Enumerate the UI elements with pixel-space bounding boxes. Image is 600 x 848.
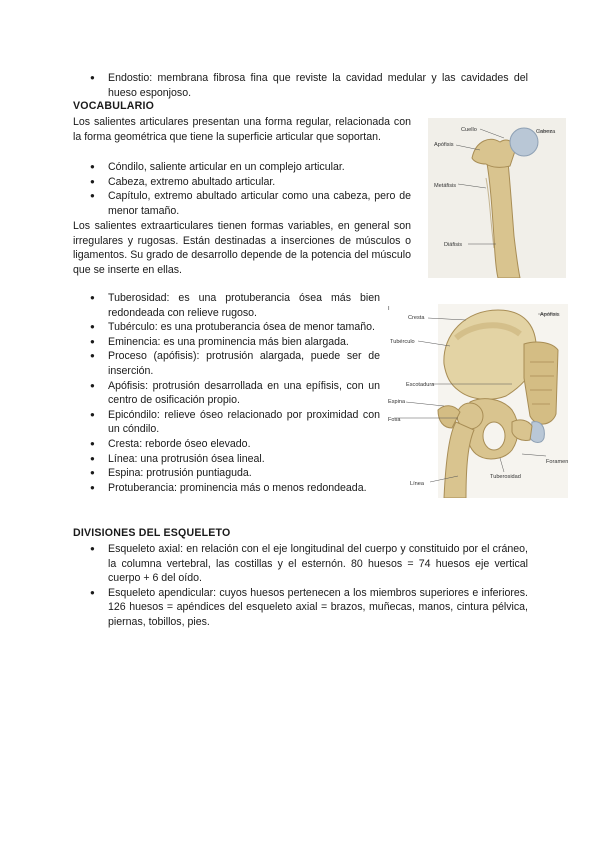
label-cabeza: Cabeza	[536, 129, 556, 135]
list-item: ● Línea: una protrusión ósea lineal.	[88, 452, 380, 467]
label-corner: I	[388, 306, 390, 312]
label-escotadura: Escotadura	[406, 382, 435, 388]
label-cuello: Cuello	[461, 127, 477, 133]
extraarticular-list	[88, 291, 380, 495]
label-tuberosidad: Tuberosidad	[490, 474, 521, 480]
list-item: ● Epicóndilo: relieve óseo relacionado por proximidad con un cóndilo.	[88, 408, 380, 437]
label-tuberculo: Tubérculo	[390, 339, 415, 345]
list-item: ● Eminencia: es una prominencia más bien alargada.	[88, 335, 380, 350]
list-item: ● Esqueleto apendicular: cuyos huesos pertenecen a los miembros superiores e inferiores. 126 huesos = apéndices del esqueleto axial = brazos, muñecas, manos, cintura pélvica, piernas, tobillos, pies.	[88, 586, 528, 630]
list-item: ● Cresta: reborde óseo elevado.	[88, 437, 380, 452]
articular-list	[88, 160, 411, 218]
label-linea: Línea	[410, 481, 424, 487]
list-item: ● Esqueleto axial: en relación con el eje longitudinal del cuerpo y constituido por el cráneo, la columna vertebral, las costillas y el esternón. 80 huesos = 74 huesos eje vertical cuerpo + 6 del oído.	[88, 542, 528, 586]
label-espina: Espina	[388, 399, 406, 405]
intro-list	[88, 71, 528, 100]
list-item: ● Apófisis: protrusión desarrollada en una epífisis, con un centro de osificación propio.	[88, 379, 380, 408]
list-item: ● Tubérculo: es una protuberancia ósea de menor tamaño.	[88, 320, 380, 335]
section-heading-divisiones: DIVISIONES DEL ESQUELETO	[73, 527, 231, 539]
label-apofisis: Apófisis	[434, 142, 454, 148]
list-item: ● Proceso (apófisis): protrusión alargada, puede ser de inserción.	[88, 349, 380, 378]
list-item: ● Cabeza, extremo abultado articular.	[88, 175, 411, 190]
label-foramen: Foramen	[546, 459, 569, 465]
list-item: ● Endostio: membrana fibrosa fina que reviste la cavidad medular y las cavidades del hueso esponjoso.	[88, 71, 528, 100]
section-heading-vocabulario: VOCABULARIO	[73, 100, 155, 112]
label-apofisis: Apófisis	[540, 312, 560, 318]
pelvis-illustration	[386, 304, 572, 498]
list-item: ● Capítulo, extremo abultado articular como una cabeza, pero de menor tamaño.	[88, 189, 411, 218]
paragraph-articular: Los salientes articulares presentan una forma regular, relacionada con la forma geométrica que tiene la superficie articular que soportan.	[73, 116, 411, 143]
label-fosa: Fosa	[388, 417, 401, 423]
femur-figure	[428, 118, 566, 278]
femur-illustration	[428, 118, 566, 278]
label-diafisis: Diáfisis	[444, 242, 463, 248]
list-item: ● Tuberosidad: es una protuberancia ósea más bien redondeada con relieve rugoso.	[88, 291, 380, 320]
label-cresta: Cresta	[408, 315, 425, 321]
pelvis-figure	[386, 304, 572, 498]
list-item: ● Cóndilo, saliente articular en un complejo articular.	[88, 160, 411, 175]
label-metafisis: Metáfisis	[434, 183, 457, 189]
list-item: ● Protuberancia: prominencia más o menos redondeada.	[88, 481, 380, 496]
divisions-list	[88, 542, 528, 630]
list-item: ● Espina: protrusión puntiaguda.	[88, 466, 380, 481]
paragraph-extraarticular: Los salientes extraarticulares tienen formas variables, en general son irregulares y rugosas. Están destinadas a inserciones de músculos o ligamentos. Su grado de desarrollo depende de la potencia del músculo que se inserte en ellas.	[73, 220, 411, 276]
